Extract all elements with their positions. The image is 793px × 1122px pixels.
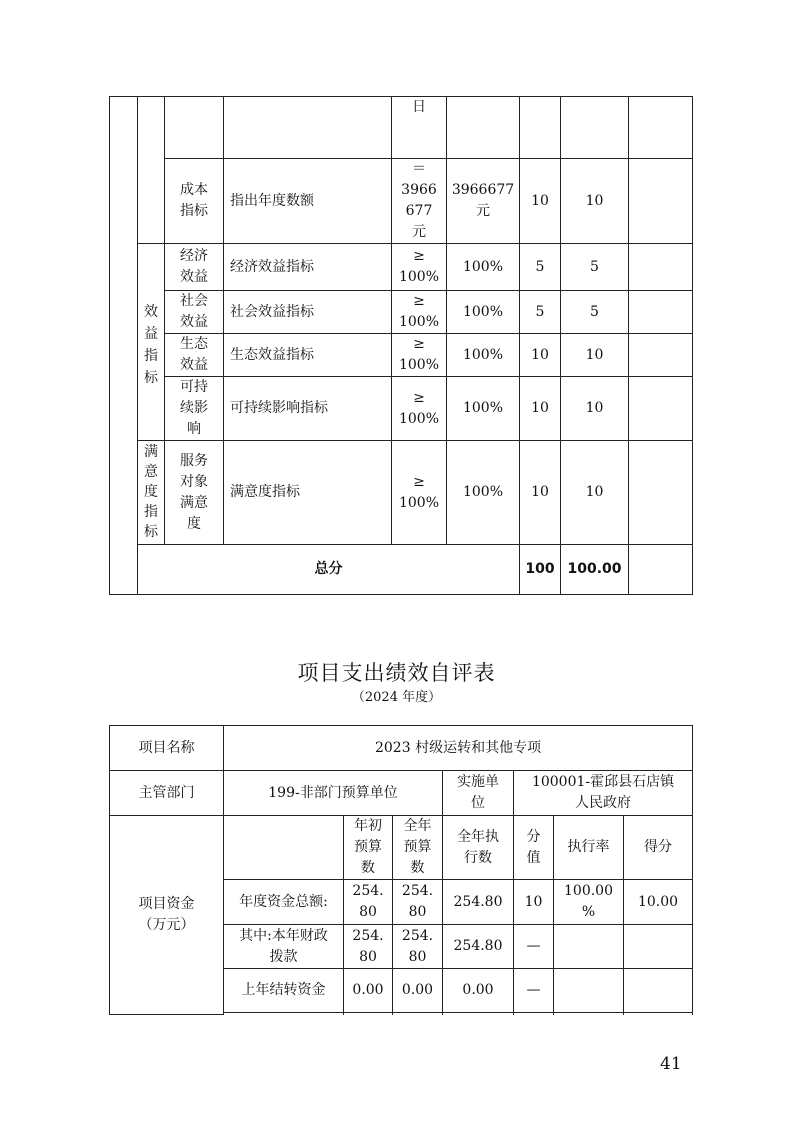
- dept-value: 199-非部门预算单位: [224, 771, 443, 816]
- performance-indicator-table-continued: [109, 96, 693, 595]
- rate-value: 100.00 %: [554, 880, 624, 925]
- page-subtitle: （2024 年度）: [351, 690, 442, 705]
- full-value: 254. 80: [393, 880, 443, 925]
- table-row: [110, 291, 693, 334]
- total-score: 100.00: [561, 545, 629, 595]
- cut-cell: [514, 1013, 554, 1015]
- satisfaction-category-cell: 满意度指标: [138, 441, 165, 545]
- header-score: 得分: [624, 816, 693, 880]
- score-value: 10.00: [624, 880, 693, 925]
- row-label: 其中:本年财政 拨款: [224, 925, 344, 969]
- table-row: [110, 441, 693, 545]
- table-row: [110, 816, 693, 880]
- indicator-name-cell: 经济效益指标: [224, 244, 392, 291]
- page-title: 项目支出绩效自评表: [297, 661, 496, 685]
- row-label: 年度资金总额:: [224, 880, 344, 925]
- weight-value: —: [514, 925, 554, 969]
- rate-value: [554, 925, 624, 969]
- actual-cell: 100%: [447, 334, 520, 377]
- weight-value: —: [514, 969, 554, 1013]
- indicator-name-cell: 可持续影响指标: [224, 377, 392, 441]
- actual-cell: 100%: [447, 244, 520, 291]
- impl-label: 实施单 位: [443, 771, 514, 816]
- table-row: [110, 771, 693, 816]
- benefit-category-cell: 效益指标: [138, 244, 165, 441]
- note-cell: [629, 159, 693, 244]
- weight-cell: 10: [520, 159, 561, 244]
- note-cell: [629, 545, 693, 595]
- cut-cell: [344, 1013, 393, 1015]
- table-row: [110, 244, 693, 291]
- actual-cell: 3966677 元: [447, 159, 520, 244]
- score-cell: 10: [561, 377, 629, 441]
- note-cell: [629, 291, 693, 334]
- funds-label: 项目资金 （万元）: [110, 816, 224, 1015]
- indicator-name-cell: 社会效益指标: [224, 291, 392, 334]
- note-cell: [629, 377, 693, 441]
- sub-indicator-cell: 生态 效益: [165, 334, 224, 377]
- weight-value: 10: [514, 880, 554, 925]
- exec-value: 254.80: [443, 880, 514, 925]
- weight-cell: [520, 97, 561, 159]
- cut-cell: [443, 1013, 514, 1015]
- page-number: 41: [660, 1054, 682, 1074]
- impl-value: 100001-霍邱县石店镇 人民政府: [514, 771, 693, 816]
- actual-cell: [447, 97, 520, 159]
- outer-category-cell: [110, 97, 138, 595]
- table-row: [110, 159, 693, 244]
- actual-cell: 100%: [447, 291, 520, 334]
- header-initial: 年初 预算 数: [344, 816, 393, 880]
- header-rate: 执行率: [554, 816, 624, 880]
- note-cell: [629, 244, 693, 291]
- table-row: [110, 97, 693, 159]
- full-value: 0.00: [393, 969, 443, 1013]
- project-expenditure-table: [109, 725, 693, 1015]
- table-row: [110, 377, 693, 441]
- weight-cell: 10: [520, 377, 561, 441]
- header-exec: 全年执 行数: [443, 816, 514, 880]
- weight-cell: 10: [520, 441, 561, 545]
- dept-label: 主管部门: [110, 771, 224, 816]
- table-row: [110, 334, 693, 377]
- blank-header-cell: [224, 816, 344, 880]
- score-cell: [561, 97, 629, 159]
- score-cell: 10: [561, 334, 629, 377]
- cut-cell: [224, 1013, 344, 1015]
- header-weight: 分 值: [514, 816, 554, 880]
- output-category-cell: [138, 97, 165, 244]
- sub-indicator-cell: 经济 效益: [165, 244, 224, 291]
- cut-cell: [624, 1013, 693, 1015]
- weight-cell: 5: [520, 291, 561, 334]
- score-cell: 10: [561, 159, 629, 244]
- actual-cell: 100%: [447, 377, 520, 441]
- total-label: 总分: [138, 545, 520, 595]
- total-weight: 100: [520, 545, 561, 595]
- score-cell: 5: [561, 244, 629, 291]
- cut-cell: [554, 1013, 624, 1015]
- target-cell: ＝ 3966 677 元: [392, 159, 447, 244]
- full-value: 254. 80: [393, 925, 443, 969]
- score-cell: 5: [561, 291, 629, 334]
- sub-indicator-cell: 可持 续影 响: [165, 377, 224, 441]
- initial-value: 254. 80: [344, 880, 393, 925]
- indicator-name-cell: [224, 97, 392, 159]
- row-label: 上年结转资金: [224, 969, 344, 1013]
- note-cell: [629, 441, 693, 545]
- sub-indicator-cell: 社会 效益: [165, 291, 224, 334]
- cut-cell: [393, 1013, 443, 1015]
- target-cell: ≥ 100%: [392, 291, 447, 334]
- note-cell: [629, 97, 693, 159]
- initial-value: 254. 80: [344, 925, 393, 969]
- exec-value: 254.80: [443, 925, 514, 969]
- sub-indicator-cell: 成本指标: [165, 159, 224, 244]
- target-cell: ≥ 100%: [392, 334, 447, 377]
- target-cell: ≥ 100%: [392, 441, 447, 545]
- project-name-label: 项目名称: [110, 726, 224, 771]
- score-cell: 10: [561, 441, 629, 545]
- score-value: [624, 925, 693, 969]
- score-value: [624, 969, 693, 1013]
- target-cell: ≥ 100%: [392, 377, 447, 441]
- weight-cell: 10: [520, 334, 561, 377]
- actual-cell: 100%: [447, 441, 520, 545]
- table-row: [110, 726, 693, 771]
- header-full: 全年 预算 数: [393, 816, 443, 880]
- indicator-name-cell: 满意度指标: [224, 441, 392, 545]
- project-name-value: 2023 村级运转和其他专项: [224, 726, 693, 771]
- exec-value: 0.00: [443, 969, 514, 1013]
- target-cell: 日: [392, 97, 447, 159]
- total-row: [110, 545, 693, 595]
- initial-value: 0.00: [344, 969, 393, 1013]
- indicator-name-cell: 生态效益指标: [224, 334, 392, 377]
- sub-indicator-cell: [165, 97, 224, 159]
- sub-indicator-cell: 服务 对象 满意 度: [165, 441, 224, 545]
- rate-value: [554, 969, 624, 1013]
- weight-cell: 5: [520, 244, 561, 291]
- indicator-name-cell: 指出年度数额: [224, 159, 392, 244]
- target-cell: ≥ 100%: [392, 244, 447, 291]
- note-cell: [629, 334, 693, 377]
